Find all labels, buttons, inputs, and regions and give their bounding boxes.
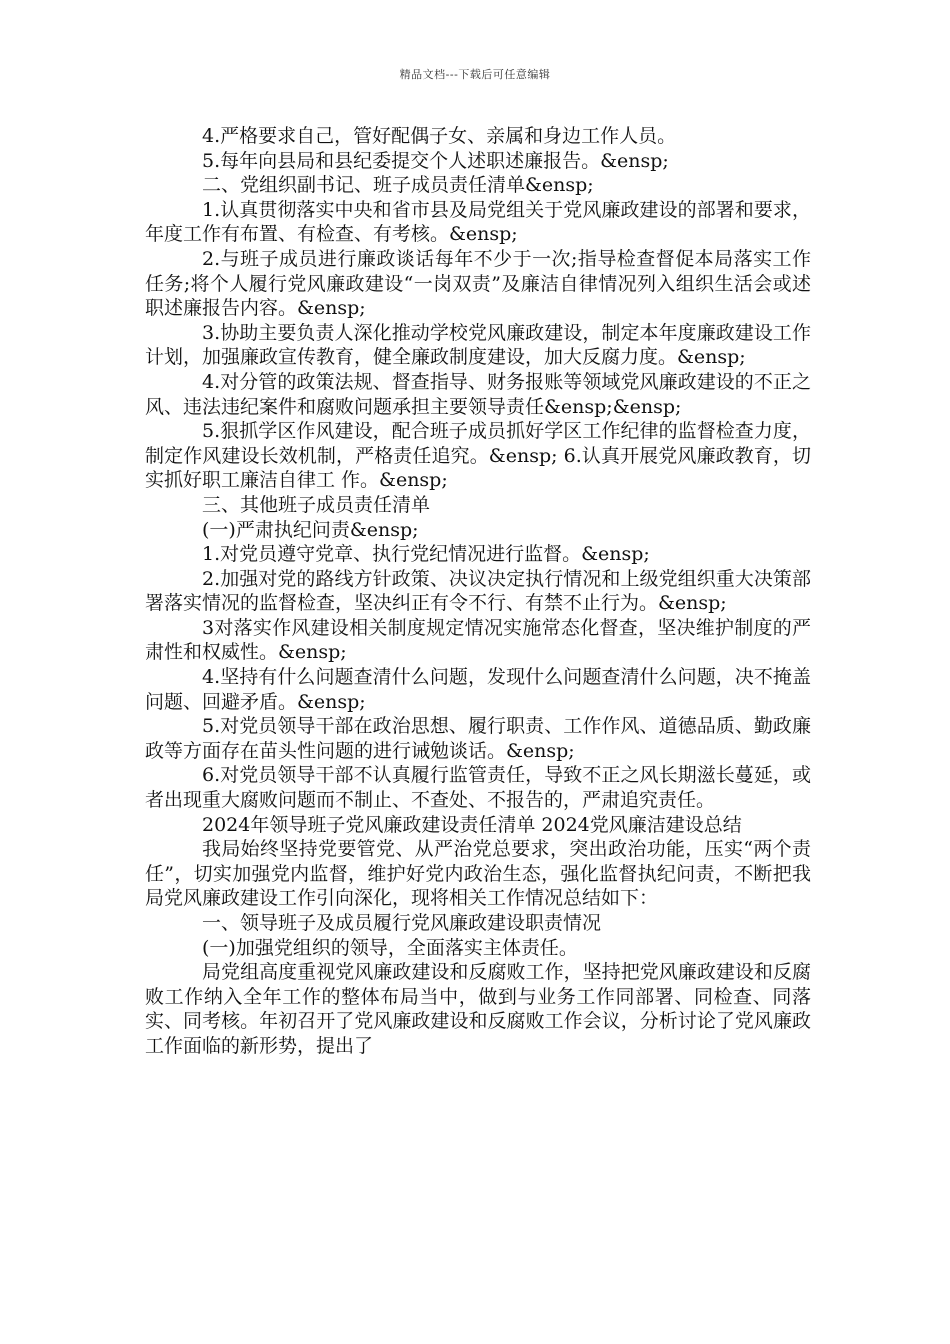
page-header: 精品文档---下载后可任意编辑 <box>399 68 551 81</box>
paragraph: 5.对党员领导干部在政治思想、履行职责、工作作风、道德品质、勤政廉政等方面存在苗头性问题的进行诫勉谈话。&ensp; <box>145 715 811 762</box>
paragraph: 4.严格要求自己，管好配偶子女、亲属和身边工作人员。 <box>202 125 677 147</box>
paragraph: 2.与班子成员进行廉政谈话每年不少于一次;指导检查督促本局落实工作任务;将个人履行党风廉政建设“一岗双责”及廉洁自律情况列入组织生活会或述职述廉报告内容。&ensp; <box>145 247 811 320</box>
paragraph: 5.每年向县局和县纪委提交个人述职述廉报告。&ensp; <box>202 149 669 172</box>
paragraph: 5.狠抓学区作风建设，配合班子成员抓好学区工作纪律的监督检查力度，制定作风建设长效机制，严格责任追究。&ensp; 6.认真开展党风廉政教育，切实抓好职工廉洁自律工 作。&ensp; <box>145 420 811 492</box>
document-body <box>145 124 811 1059</box>
subsection-heading: (一)加强党组织的领导，全面落实主体责任。 <box>202 936 578 959</box>
paragraph: 4.坚持有什么问题查清什么问题，发现什么问题查清什么问题，决不掩盖问题、回避矛盾。&ensp; <box>145 666 811 713</box>
paragraph: 局党组高度重视党风廉政建设和反腐败工作，坚持把党风廉政建设和反腐败工作纳入全年工作的整体布局当中，做到与业务工作同部署、同检查、同落实、同考核。年初召开了党风廉政建设和反腐败工作会议，分析讨论了党风廉政工作面临的新形势，提出了 <box>145 961 811 1057</box>
section-heading: 一、领导班子及成员履行党风廉政建设职责情况 <box>202 912 602 934</box>
section-heading: 三、其他班子成员责任清单 <box>202 493 431 516</box>
document-title: 2024年领导班子党风廉政建设责任清单 2024党风廉洁建设总结 <box>202 813 742 836</box>
paragraph: 6.对党员领导干部不认真履行监管责任，导致不正之风长期滋长蔓延，或者出现重大腐败问题而不制止、不查处、不报告的，严肃追究责任。 <box>145 764 811 812</box>
paragraph: 3对落实作风建设相关制度规定情况实施常态化督查，坚决维护制度的严肃性和权威性。&ensp; <box>145 616 811 664</box>
subsection-heading: (一)严肃执纪问责&ensp; <box>202 518 419 541</box>
paragraph: 2.加强对党的路线方针政策、决议决定执行情况和上级党组织重大决策部署落实情况的监督检查，坚决纠正有令不行、有禁不止行为。&ensp; <box>145 567 811 615</box>
paragraph: 3.协助主要负责人深化推动学校党风廉政建设，制定本年度廉政建设工作计划，加强廉政宣传教育，健全廉政制度建设，加大反腐力度。&ensp; <box>145 321 811 369</box>
paragraph: 我局始终坚持党要管党、从严治党总要求，突出政治功能，压实“两个责任”，切实加强党内监督，维护好党内政治生态，强化监督执纪问责，不断把我局党风廉政建设工作引向深化，现将相关工作情况总结如下： <box>145 838 811 910</box>
paragraph: 4.对分管的政策法规、督查指导、财务报账等领域党风廉政建设的不正之风、违法违纪案件和腐败问题承担主要领导责任&ensp;&ensp; <box>145 370 811 418</box>
section-heading: 二、党组织副书记、班子成员责任清单&ensp; <box>202 174 594 197</box>
paragraph: 1.认真贯彻落实中央和省市县及局党组关于党风廉政建设的部署和要求，年度工作有布置、有检查、有考核。&ensp; <box>145 198 811 246</box>
paragraph: 1.对党员遵守党章、执行党纪情况进行监督。&ensp; <box>202 543 650 566</box>
